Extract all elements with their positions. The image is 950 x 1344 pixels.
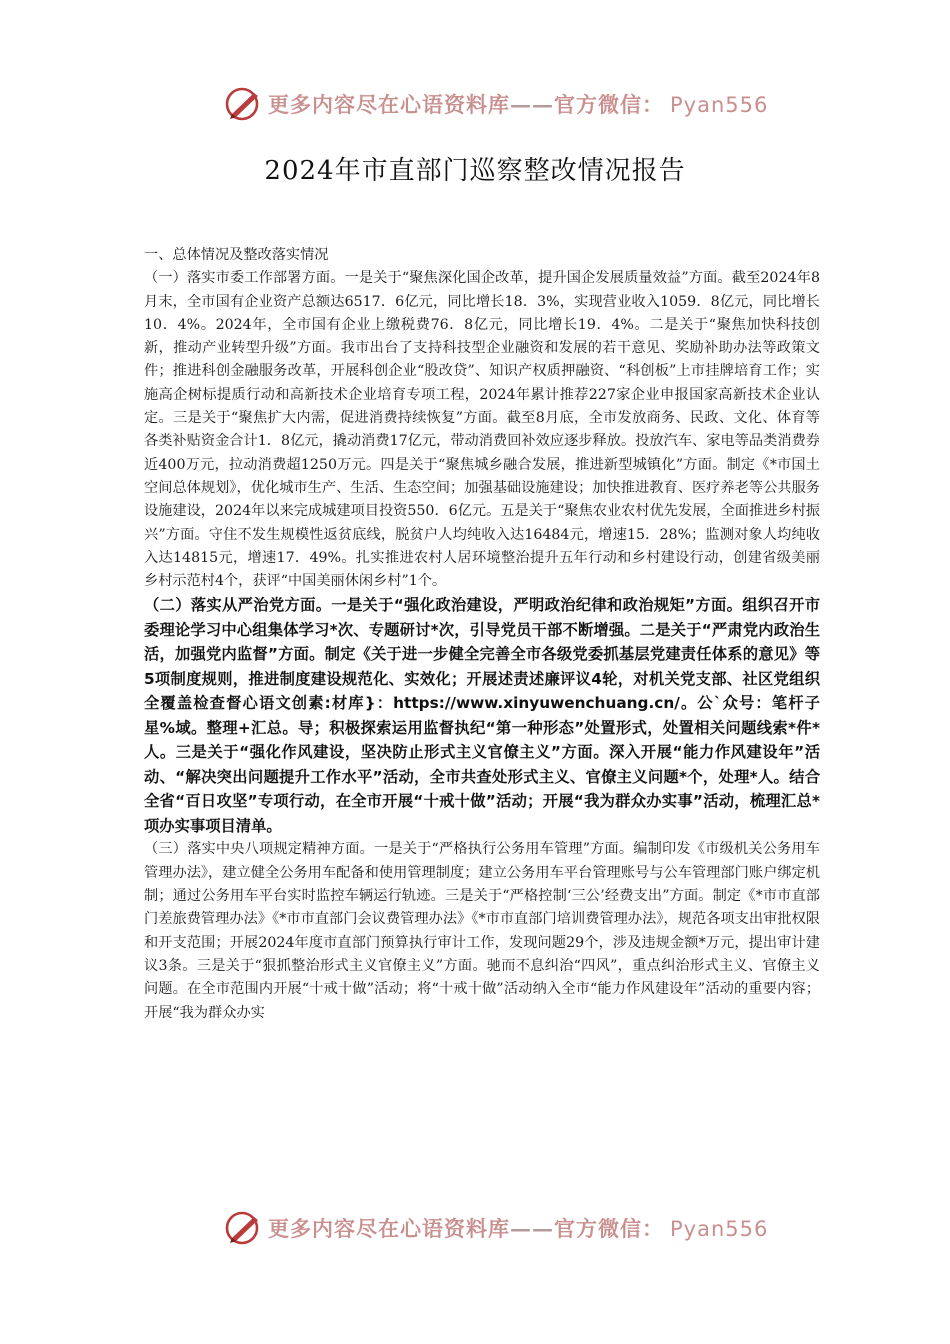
watermark-banner-bottom [224,1208,784,1248]
paragraph-eight-regulations: （三）落实中央八项规定精神方面。一是关于“严格执行公务用车管理”方面。编制印发《市级机关公务用车管理办法》，建立健全公务用车配备和使用管理制度；建立公务用车平台管理账号与公车管理部门账户绑定机制；通过公务用车平台实时监控车辆运行轨迹。三是关于“严格控制‘三公’经费支出”方面。制定《*市市直部门差旅费管理办法》《*市市直部门会议费管理办法》《*市市直部门培训费管理办法》，规范各项支出审批权限和开支范围；开展2024年度市直部门预算执行审计工作，发现问题29个，涉及违规金额*万元，提出审计建议3条。三是关于“狠抓整治形式主义官僚主义”方面。驰而不息纠治“四风”，重点纠治形式主义、官僚主义问题。在全市范围内开展“十戒十做”活动；将“十戒十做”活动纳入全市“能力作风建设年”活动的重要内容；开展“我为群众办实 [144,841,820,1021]
watermark-text: 更多内容尽在心语资料库——官方微信： Pyan556 [268,92,769,117]
watermark-banner-top [224,84,784,124]
watermark-text: 更多内容尽在心语资料库——官方微信： Pyan556 [268,1216,769,1241]
report-body [144,244,820,1025]
paragraph-party-governance: （二）落实从严治党方面。一是关于“强化政治建设，严明政治纪律和政治规矩”方面。组织召开市委理论学习中心组集体学习*次、专题研讨*次，引导党员干部不断增强。二是关于“严肃党内政治生活，加强党内监督”方面。制定《关于进一步健全完善全市各级党委抓基层党建责任体系的意见》等5项制度规则，推进制度建设规范化、实效化；开展述责述廉评议4轮，对机关党支部、社区党组织全覆盖检查督心语文创素:材库}：https://www.xinyuwenchuang.cn/。公`众号：笔杆子星%域。整理+汇总。导；积极探索运用监督执纪“第一种形态”处置形式，处置相关问题线索*件*人。三是关于“强化作风建设，坚决防止形式主义官僚主义”方面。深入开展“能力作风建设年”活动、“解决突出问题提升工作水平”活动，全市共查处形式主义、官僚主义问题*个，处理*人。结合全省“百日攻坚”专项行动，在全市开展“十戒十做”活动；开展“我为群众办实事”活动，梳理汇总*项办实事项目清单。 [144,596,820,835]
paragraph-municipal-deployment: （一）落实市委工作部署方面。一是关于“聚焦深化国企改革，提升国企发展质量效益”方面。截至2024年8月末，全市国有企业资产总额达6517．6亿元，同比增长18．3%，实现营业收入1059．8亿元，同比增长10．4%。2024年，全市国有企业上缴税费76．8亿元，同比增长19．4%。二是关于“聚焦加快科技创新，推动产业转型升级”方面。我市出台了支持科技型企业融资和发展的若干意见、奖励补助办法等政策文件；推进科创金融服务改革，开展科创企业“股改贷”、知识产权质押融资、“科创板”上市挂牌培育工作；实施高企树标提质行动和高新技术企业培育专项工程，2024年累计推荐227家企业申报国家高新技术企业认定。三是关于“聚焦扩大内需，促进消费持续恢复”方面。截至8月底，全市发放商务、民政、文化、体育等各类补贴资金合计1．8亿元，撬动消费17亿元，带动消费回补效应逐步释放。投放汽车、家电等品类消费券近400万元，拉动消费超1250万元。四是关于“聚焦城乡融合发展，推进新型城镇化”方面。制定《*市国土空间总体规划》，优化城市生产、生活、生态空间；加强基础设施建设；加快推进教育、医疗养老等公共服务设施建设，2024年以来完成城建项目投资550．6亿元。五是关于“聚焦农业农村优先发展，全面推进乡村振兴”方面。守住不发生规模性返贫底线，脱贫户人均纯收入达16484元，增速15．28%；监测对象人均纯收入达14815元，增速17．49%。扎实推进农村人居环境整治提升五年行动和乡村建设行动，创建省级美丽乡村示范村4个，获评“中国美丽休闲乡村”1个。 [144,270,820,590]
page-title: 2024年市直部门巡察整改情况报告 [264,156,686,186]
pen-logo-icon [224,1208,264,1248]
pen-logo-icon [224,84,264,124]
section-heading: 一、总体情况及整改落实情况 [144,247,329,263]
